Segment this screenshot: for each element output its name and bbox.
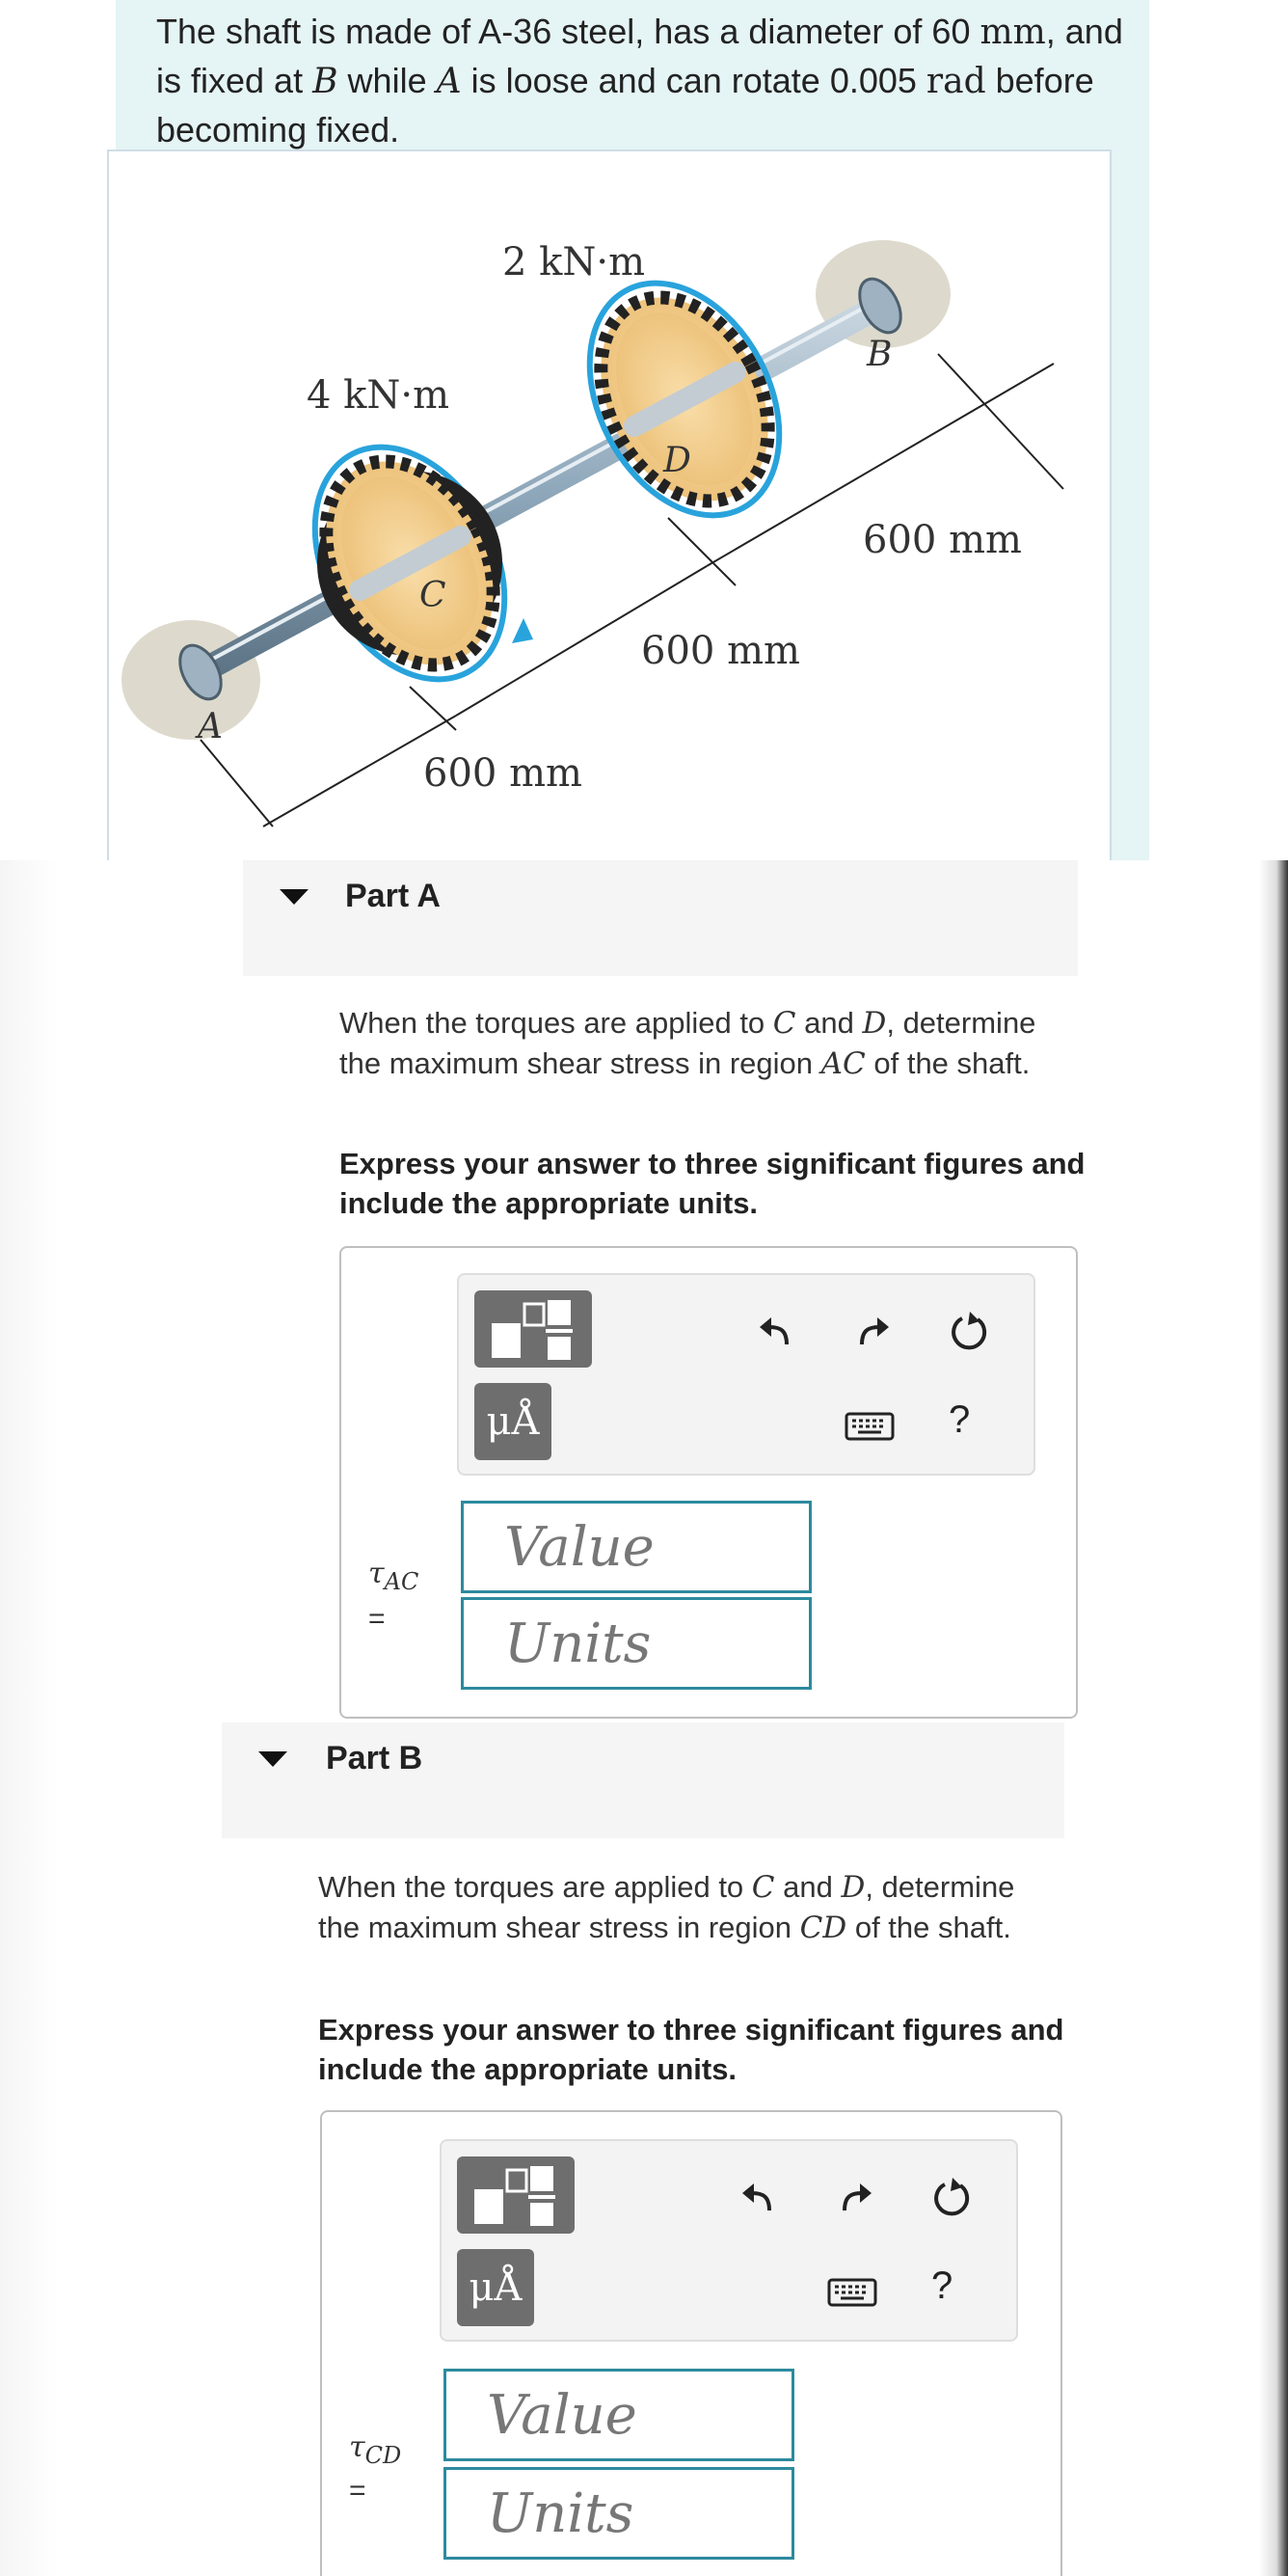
part-b-title: Part B <box>326 1740 423 1776</box>
part-b-toolbar <box>440 2139 1018 2342</box>
part-a-toolbar <box>457 1273 1035 1476</box>
part-a-answer-box <box>339 1246 1078 1719</box>
shaft-figure <box>107 149 1112 860</box>
units-icon[interactable]: μÅ <box>474 1383 551 1460</box>
reset-icon[interactable] <box>949 1310 991 1352</box>
part-b-answer-box <box>320 2110 1062 2576</box>
part-a-variable: $\tau_{AC}$ <box>368 1557 419 1595</box>
problem-statement <box>156 8 1130 154</box>
dim-label-cd: 600 mm <box>641 629 800 673</box>
part-a-value-field[interactable] <box>504 1504 809 1590</box>
problem-point-a: A <box>436 62 462 101</box>
keyboard-icon[interactable] <box>827 2276 877 2309</box>
templates-icon[interactable] <box>457 2156 575 2234</box>
problem-point-b: B <box>312 62 338 101</box>
part-a-value-input[interactable] <box>461 1501 812 1593</box>
part-b-units-field[interactable] <box>487 2470 792 2557</box>
part-b-value-field[interactable] <box>487 2372 792 2458</box>
part-a-equals: = <box>368 1603 386 1635</box>
help-icon[interactable]: ? <box>931 2264 953 2307</box>
part-a-header[interactable] <box>243 860 1078 976</box>
part-a-question: When the torques are applied to C and D, determine the maximum shear stress in region AC of the shaft. <box>339 1006 1036 1081</box>
problem-text-3: while <box>337 61 437 100</box>
part-b-variable: $\tau_{CD}$ <box>349 2430 402 2469</box>
part-b-value-input[interactable] <box>443 2369 794 2461</box>
dim-label-ac: 600 mm <box>423 751 582 796</box>
undo-icon[interactable] <box>758 1312 796 1350</box>
part-b-equals: = <box>349 2475 366 2507</box>
units-icon[interactable]: μÅ <box>457 2249 534 2326</box>
part-a-title: Part A <box>345 878 441 914</box>
left-edge-shadow <box>0 860 58 2576</box>
point-label-c: C <box>419 576 446 615</box>
templates-icon[interactable] <box>474 1290 592 1368</box>
problem-unit-rad: rad <box>926 62 986 101</box>
torque-label-d: 2 kN·m <box>502 240 646 285</box>
shaft <box>201 306 880 672</box>
part-b-instruction: Express your answer to three significant figures and include the appropriate units. <box>318 2013 1064 2086</box>
collapse-caret-icon[interactable] <box>280 889 309 905</box>
part-a-units-input[interactable] <box>461 1597 812 1690</box>
redo-icon[interactable] <box>835 2178 873 2216</box>
part-a-units-field[interactable] <box>504 1600 809 1687</box>
part-b-units-input[interactable] <box>443 2467 794 2560</box>
problem-text-1: The shaft is made of A-36 steel, has a diameter of 60 <box>156 12 980 51</box>
keyboard-icon[interactable] <box>845 1410 895 1443</box>
problem-text-5: before becoming fixed. <box>156 61 1094 149</box>
right-edge-shadow <box>1259 860 1288 2576</box>
dim-label-db: 600 mm <box>863 518 1022 562</box>
problem-text-4: is loose and can rotate 0.005 <box>461 61 926 100</box>
collapse-caret-icon[interactable] <box>258 1751 287 1767</box>
point-label-d: D <box>663 441 691 480</box>
part-b-header[interactable] <box>222 1722 1064 1838</box>
undo-icon[interactable] <box>740 2178 779 2216</box>
torque-label-c: 4 kN·m <box>307 373 450 418</box>
problem-text-2: , and is fixed at <box>156 12 1123 100</box>
problem-unit-mm: mm <box>979 13 1046 52</box>
part-a-instruction: Express your answer to three significant figures and include the appropriate units. <box>339 1147 1086 1220</box>
reset-icon[interactable] <box>931 2176 974 2218</box>
point-label-a: A <box>198 707 223 746</box>
help-icon[interactable]: ? <box>949 1398 971 1441</box>
point-label-b: B <box>867 335 893 374</box>
part-b-question: When the torques are applied to C and D, determine the maximum shear stress in region CD of the shaft. <box>318 1870 1015 1945</box>
redo-icon[interactable] <box>852 1312 891 1350</box>
